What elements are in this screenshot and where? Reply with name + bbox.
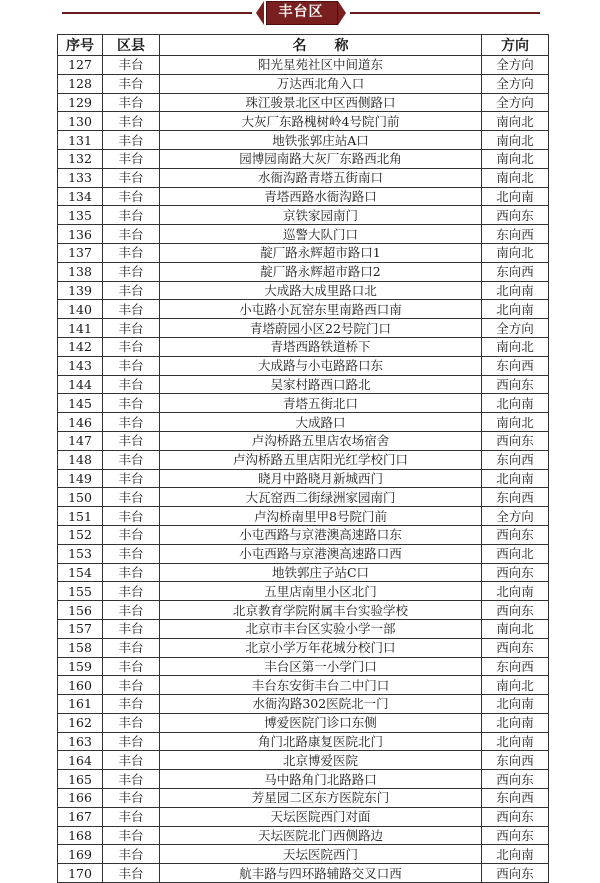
cell-index: 136 xyxy=(58,225,103,244)
cell-direction: 东向西 xyxy=(482,356,549,375)
table-row xyxy=(58,356,549,375)
cell-direction: 东向西 xyxy=(482,789,549,808)
table-row xyxy=(58,187,549,206)
section-title: 丰台区 xyxy=(278,4,324,20)
cell-name: 青塔蔚园小区22号院门口 xyxy=(160,319,482,338)
cell-district: 丰台 xyxy=(103,300,160,319)
cell-name: 北京博爱医院 xyxy=(160,751,482,770)
table-row xyxy=(58,300,549,319)
cell-district: 丰台 xyxy=(103,356,160,375)
cell-district: 丰台 xyxy=(103,507,160,526)
cell-index: 163 xyxy=(58,732,103,751)
cell-index: 157 xyxy=(58,619,103,638)
cell-district: 丰台 xyxy=(103,93,160,112)
table-row xyxy=(58,638,549,657)
cell-direction: 北向南 xyxy=(482,582,549,601)
section-banner xyxy=(0,0,600,28)
cell-district: 丰台 xyxy=(103,713,160,732)
table-row xyxy=(58,525,549,544)
table-row xyxy=(58,732,549,751)
cell-direction: 全方向 xyxy=(482,74,549,93)
cell-direction: 东向西 xyxy=(482,450,549,469)
table-row xyxy=(58,488,549,507)
cell-index: 138 xyxy=(58,262,103,281)
cell-direction: 东向西 xyxy=(482,657,549,676)
cell-name: 阳光星苑社区中间道东 xyxy=(160,56,482,75)
cell-direction: 西向东 xyxy=(482,770,549,789)
cell-name: 晓月中路晓月新城西门 xyxy=(160,469,482,488)
table-row xyxy=(58,375,549,394)
cell-district: 丰台 xyxy=(103,488,160,507)
cell-name: 北京小学万年花城分校门口 xyxy=(160,638,482,657)
table-row xyxy=(58,243,549,262)
cell-index: 151 xyxy=(58,507,103,526)
cell-index: 133 xyxy=(58,168,103,187)
cell-index: 129 xyxy=(58,93,103,112)
header-direction: 方向 xyxy=(482,35,549,56)
cell-direction: 东向西 xyxy=(482,751,549,770)
cell-district: 丰台 xyxy=(103,789,160,808)
cell-district: 丰台 xyxy=(103,337,160,356)
cell-direction: 北向南 xyxy=(482,394,549,413)
cell-district: 丰台 xyxy=(103,807,160,826)
cell-name: 大成路与小屯路路口东 xyxy=(160,356,482,375)
cell-name: 小屯路小瓦窑东里南路西口南 xyxy=(160,300,482,319)
location-table xyxy=(57,34,549,883)
cell-name: 马中路角门北路路口 xyxy=(160,770,482,789)
cell-district: 丰台 xyxy=(103,544,160,563)
cell-direction: 北向南 xyxy=(482,300,549,319)
cell-index: 128 xyxy=(58,74,103,93)
cell-name: 大瓦窑西二街绿洲家园南门 xyxy=(160,488,482,507)
cell-name: 角门北路康复医院北门 xyxy=(160,732,482,751)
cell-district: 丰台 xyxy=(103,845,160,864)
cell-direction: 西向北 xyxy=(482,544,549,563)
cell-name: 卢沟桥路五里店阳光红学校门口 xyxy=(160,450,482,469)
cell-direction: 东向西 xyxy=(482,488,549,507)
table-row xyxy=(58,74,549,93)
table-row xyxy=(58,563,549,582)
cell-district: 丰台 xyxy=(103,695,160,714)
table-row xyxy=(58,131,549,150)
table-row xyxy=(58,281,549,300)
cell-name: 航丰路与四环路辅路交叉口西 xyxy=(160,864,482,883)
cell-index: 130 xyxy=(58,112,103,131)
cell-district: 丰台 xyxy=(103,413,160,432)
cell-district: 丰台 xyxy=(103,751,160,770)
cell-name: 小屯西路与京港澳高速路口西 xyxy=(160,544,482,563)
cell-index: 150 xyxy=(58,488,103,507)
cell-district: 丰台 xyxy=(103,450,160,469)
cell-index: 127 xyxy=(58,56,103,75)
header-district: 区县 xyxy=(103,35,160,56)
table-row xyxy=(58,713,549,732)
section-badge xyxy=(256,0,346,26)
cell-district: 丰台 xyxy=(103,770,160,789)
cell-district: 丰台 xyxy=(103,563,160,582)
table-row xyxy=(58,789,549,808)
cell-direction: 北向南 xyxy=(482,281,549,300)
cell-index: 142 xyxy=(58,337,103,356)
cell-direction: 南向北 xyxy=(482,168,549,187)
cell-district: 丰台 xyxy=(103,225,160,244)
table-row xyxy=(58,450,549,469)
cell-district: 丰台 xyxy=(103,131,160,150)
table-row xyxy=(58,770,549,789)
cell-district: 丰台 xyxy=(103,206,160,225)
cell-name: 天坛医院北门西侧路边 xyxy=(160,826,482,845)
cell-district: 丰台 xyxy=(103,281,160,300)
cell-name: 水衙沟路302医院北一门 xyxy=(160,695,482,714)
cell-direction: 西向东 xyxy=(482,525,549,544)
table-row xyxy=(58,93,549,112)
cell-district: 丰台 xyxy=(103,375,160,394)
cell-index: 134 xyxy=(58,187,103,206)
cell-name: 珠江骏景北区中区西侧路口 xyxy=(160,93,482,112)
cell-name: 大灰厂东路槐树岭4号院门前 xyxy=(160,112,482,131)
table-row xyxy=(58,807,549,826)
cell-district: 丰台 xyxy=(103,187,160,206)
cell-direction: 南向北 xyxy=(482,131,549,150)
cell-name: 丰台东安街丰台二中门口 xyxy=(160,676,482,695)
cell-name: 芳星园二区东方医院东门 xyxy=(160,789,482,808)
table-row xyxy=(58,657,549,676)
table-row xyxy=(58,751,549,770)
table-row xyxy=(58,619,549,638)
cell-district: 丰台 xyxy=(103,319,160,338)
cell-direction: 西向东 xyxy=(482,864,549,883)
cell-index: 144 xyxy=(58,375,103,394)
cell-district: 丰台 xyxy=(103,149,160,168)
cell-district: 丰台 xyxy=(103,619,160,638)
table-row xyxy=(58,112,549,131)
cell-direction: 南向北 xyxy=(482,337,549,356)
table-row xyxy=(58,695,549,714)
header-name: 名 称 xyxy=(160,35,482,56)
cell-direction: 北向南 xyxy=(482,469,549,488)
cell-direction: 西向东 xyxy=(482,807,549,826)
cell-index: 164 xyxy=(58,751,103,770)
cell-index: 156 xyxy=(58,601,103,620)
cell-name: 卢沟桥南里甲8号院门前 xyxy=(160,507,482,526)
cell-district: 丰台 xyxy=(103,74,160,93)
cell-index: 146 xyxy=(58,413,103,432)
cell-name: 京铁家园南门 xyxy=(160,206,482,225)
cell-name: 丰台区第一小学门口 xyxy=(160,657,482,676)
cell-name: 博爱医院门诊口东侧 xyxy=(160,713,482,732)
cell-name: 吴家村路西口路北 xyxy=(160,375,482,394)
cell-index: 169 xyxy=(58,845,103,864)
table-row xyxy=(58,582,549,601)
cell-index: 155 xyxy=(58,582,103,601)
cell-name: 北京市丰台区实验小学一部 xyxy=(160,619,482,638)
cell-district: 丰台 xyxy=(103,168,160,187)
badge-left-chevron-icon xyxy=(256,1,264,25)
cell-name: 北京教育学院附属丰台实验学校 xyxy=(160,601,482,620)
table-row xyxy=(58,225,549,244)
cell-name: 天坛医院西门对面 xyxy=(160,807,482,826)
cell-name: 靛厂路永辉超市路口2 xyxy=(160,262,482,281)
cell-index: 170 xyxy=(58,864,103,883)
cell-district: 丰台 xyxy=(103,826,160,845)
cell-direction: 北向南 xyxy=(482,732,549,751)
cell-name: 卢沟桥路五里店农场宿舍 xyxy=(160,431,482,450)
table-row xyxy=(58,845,549,864)
table-row xyxy=(58,469,549,488)
cell-index: 154 xyxy=(58,563,103,582)
cell-district: 丰台 xyxy=(103,676,160,695)
cell-direction: 西向东 xyxy=(482,638,549,657)
cell-index: 153 xyxy=(58,544,103,563)
cell-name: 园博园南路大灰厂东路西北角 xyxy=(160,149,482,168)
cell-name: 地铁郭庄子站C口 xyxy=(160,563,482,582)
cell-index: 141 xyxy=(58,319,103,338)
table-header-row xyxy=(58,35,549,56)
cell-index: 165 xyxy=(58,770,103,789)
cell-district: 丰台 xyxy=(103,243,160,262)
cell-direction: 北向南 xyxy=(482,695,549,714)
cell-direction: 南向北 xyxy=(482,413,549,432)
cell-direction: 西向东 xyxy=(482,431,549,450)
table-row xyxy=(58,676,549,695)
cell-name: 小屯西路与京港澳高速路口东 xyxy=(160,525,482,544)
table-row xyxy=(58,262,549,281)
cell-district: 丰台 xyxy=(103,601,160,620)
cell-district: 丰台 xyxy=(103,56,160,75)
cell-direction: 西向东 xyxy=(482,826,549,845)
cell-district: 丰台 xyxy=(103,864,160,883)
cell-direction: 北向南 xyxy=(482,187,549,206)
cell-index: 145 xyxy=(58,394,103,413)
cell-index: 135 xyxy=(58,206,103,225)
cell-direction: 南向北 xyxy=(482,619,549,638)
cell-index: 148 xyxy=(58,450,103,469)
cell-district: 丰台 xyxy=(103,638,160,657)
table-row xyxy=(58,394,549,413)
table-row xyxy=(58,544,549,563)
cell-index: 149 xyxy=(58,469,103,488)
cell-index: 168 xyxy=(58,826,103,845)
cell-direction: 全方向 xyxy=(482,93,549,112)
cell-direction: 东向西 xyxy=(482,225,549,244)
banner-right-rule xyxy=(350,12,540,14)
cell-index: 161 xyxy=(58,695,103,714)
cell-district: 丰台 xyxy=(103,431,160,450)
cell-name: 巡警大队门口 xyxy=(160,225,482,244)
table-row xyxy=(58,206,549,225)
cell-name: 青塔西路铁道桥下 xyxy=(160,337,482,356)
cell-direction: 北向南 xyxy=(482,713,549,732)
table-row xyxy=(58,149,549,168)
cell-direction: 南向北 xyxy=(482,112,549,131)
cell-index: 162 xyxy=(58,713,103,732)
table-row xyxy=(58,826,549,845)
cell-index: 147 xyxy=(58,431,103,450)
cell-index: 152 xyxy=(58,525,103,544)
cell-name: 天坛医院西门 xyxy=(160,845,482,864)
cell-direction: 西向东 xyxy=(482,601,549,620)
cell-index: 132 xyxy=(58,149,103,168)
cell-district: 丰台 xyxy=(103,469,160,488)
cell-index: 160 xyxy=(58,676,103,695)
table-row xyxy=(58,319,549,338)
cell-district: 丰台 xyxy=(103,262,160,281)
cell-name: 水衙沟路青塔五街南口 xyxy=(160,168,482,187)
cell-direction: 西向东 xyxy=(482,563,549,582)
cell-index: 139 xyxy=(58,281,103,300)
cell-district: 丰台 xyxy=(103,112,160,131)
cell-name: 五里店南里小区北门 xyxy=(160,582,482,601)
cell-district: 丰台 xyxy=(103,582,160,601)
table-row xyxy=(58,337,549,356)
cell-direction: 北向南 xyxy=(482,845,549,864)
cell-name: 大成路口 xyxy=(160,413,482,432)
cell-direction: 西向东 xyxy=(482,206,549,225)
cell-index: 131 xyxy=(58,131,103,150)
cell-direction: 南向北 xyxy=(482,243,549,262)
table-row xyxy=(58,431,549,450)
cell-direction: 东向西 xyxy=(482,262,549,281)
cell-name: 青塔五街北口 xyxy=(160,394,482,413)
badge-right-chevron-icon xyxy=(338,1,346,25)
cell-direction: 西向东 xyxy=(482,375,549,394)
cell-name: 地铁张郭庄站A口 xyxy=(160,131,482,150)
cell-direction: 全方向 xyxy=(482,507,549,526)
cell-name: 万达西北角入口 xyxy=(160,74,482,93)
cell-index: 140 xyxy=(58,300,103,319)
cell-district: 丰台 xyxy=(103,657,160,676)
cell-district: 丰台 xyxy=(103,732,160,751)
cell-index: 159 xyxy=(58,657,103,676)
cell-name: 青塔西路水衙沟路口 xyxy=(160,187,482,206)
cell-name: 靛厂路永辉超市路口1 xyxy=(160,243,482,262)
cell-index: 167 xyxy=(58,807,103,826)
cell-direction: 南向北 xyxy=(482,676,549,695)
header-index: 序号 xyxy=(58,35,103,56)
cell-index: 137 xyxy=(58,243,103,262)
banner-left-rule xyxy=(62,12,252,14)
cell-index: 158 xyxy=(58,638,103,657)
table-row xyxy=(58,56,549,75)
cell-district: 丰台 xyxy=(103,525,160,544)
cell-direction: 南向北 xyxy=(482,149,549,168)
cell-name: 大成路大成里路口北 xyxy=(160,281,482,300)
table-row xyxy=(58,601,549,620)
cell-direction: 全方向 xyxy=(482,56,549,75)
table-row xyxy=(58,168,549,187)
cell-direction: 全方向 xyxy=(482,319,549,338)
cell-district: 丰台 xyxy=(103,394,160,413)
table-row xyxy=(58,507,549,526)
table-row xyxy=(58,413,549,432)
table-row xyxy=(58,864,549,883)
cell-index: 143 xyxy=(58,356,103,375)
cell-index: 166 xyxy=(58,789,103,808)
